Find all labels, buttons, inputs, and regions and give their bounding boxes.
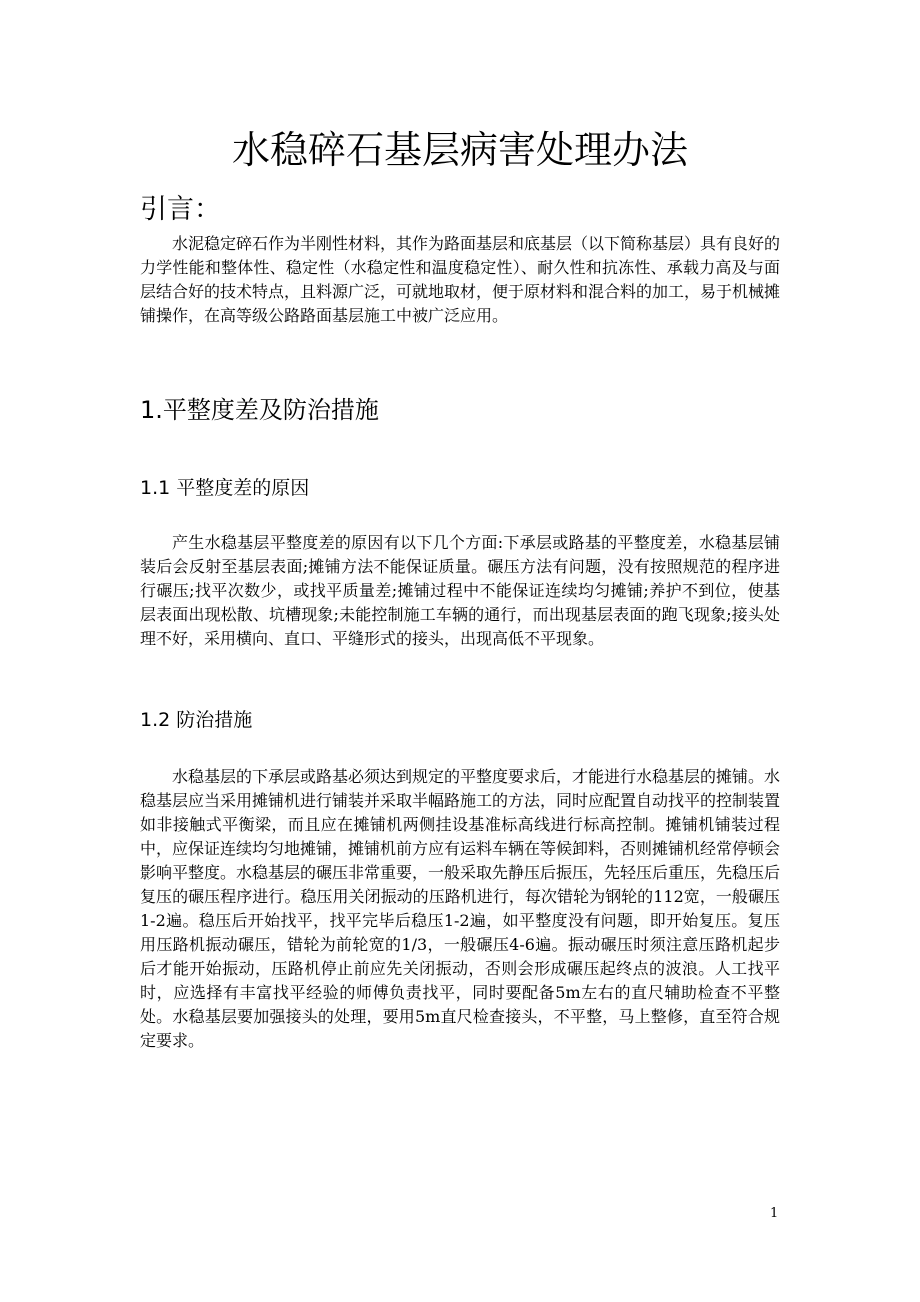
section-1-1-paragraph: 产生水稳基层平整度差的原因有以下几个方面:下承层或路基的平整度差，水稳基层铺装后会反射至基层表面;摊铺方法不能保证质量。碾压方法有问题，没有按照规范的程序进行碾压;找平次数少，或找平质量差;摊铺过程中不能保证连续均匀摊铺;养护不到位，使基层表面出现松散、坑槽现象;未能控制施工车辆的通行，而出现基层表面的跑飞现象;接头处理不好，采用横向、直口、平缝形式的接头，出现高低不平现象。 bbox=[140, 533, 780, 648]
document-title: 水稳碎石基层病害处理办法 bbox=[231, 128, 688, 172]
section-1-2-paragraph: 水稳基层的下承层或路基必须达到规定的平整度要求后，才能进行水稳基层的摊铺。水稳基层应当采用摊铺机进行铺装并采取半幅路施工的方法，同时应配置自动找平的控制装置如非接触式平衡梁，而且应在摊铺机两侧挂设基准标高线进行标高控制。摊铺机铺装过程中，应保证连续均匀地摊铺，摊铺机前方应有运料车辆在等候卸料，否则摊铺机经常停顿会影响平整度。水稳基层的碾压非常重要，一般采取先静压后振压，先轻压后重压，先稳压后复压的碾压程序进行。稳压用关闭振动的压路机进行，每次错轮为钢轮的112宽，一般碾压1-2遍。稳压后开始找平，找平完毕后稳压1-2遍，如平整度没有问题，即开始复压。复压用压路机振动碾压，错轮为前轮宽的1/3，一般碾压4-6遍。振动碾压时须注意压路机起步后才能开始振动，压路机停止前应先关闭振动，否则会形成碾压起终点的波浪。人工找平时，应选择有丰富找平经验的师傅负责找平，同时要配备5m左右的直尺辅助检查不平整处。水稳基层要加强接头的处理，要用5m直尺检查接头，不平整，马上整修，直至符合规定要求。 bbox=[140, 767, 781, 1050]
section-1-heading: 1.平整度差及防治措施 bbox=[140, 396, 379, 424]
intro-heading: 引言： bbox=[140, 194, 221, 225]
section-1-1-heading: 1.1 平整度差的原因 bbox=[140, 477, 310, 499]
intro-paragraph: 水泥稳定碎石作为半刚性材料，其作为路面基层和底基层（以下简称基层）具有良好的力学性能和整体性、稳定性（水稳定性和温度稳定性）、耐久性和抗冻性、承载力高及与面层结合好的技术特点，且料源广泛，可就地取材，便于原材料和混合料的加工，易于机械摊铺操作，在高等级公路路面基层施工中被广泛应用。 bbox=[140, 234, 781, 325]
section-1-2-heading: 1.2 防治措施 bbox=[140, 709, 253, 731]
page-number: 1 bbox=[770, 1206, 779, 1221]
